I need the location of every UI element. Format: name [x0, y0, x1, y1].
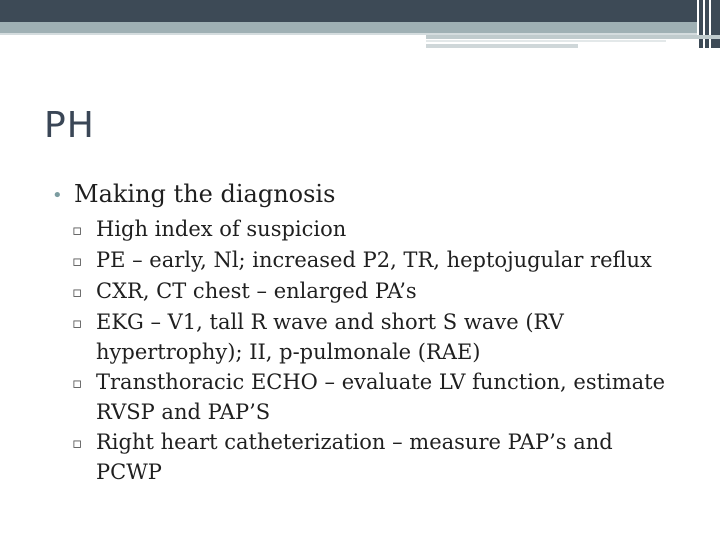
- sub-bullet-list: [72, 214, 672, 487]
- header-underline: [426, 44, 578, 48]
- sub-bullet-text: Right heart catheterization – measure PAP’s and PCWP: [96, 430, 613, 484]
- sub-bullet-icon: ▫: [72, 283, 83, 301]
- header-underline: [426, 40, 666, 42]
- header-bar-accent: [0, 22, 720, 33]
- header-stripe: [703, 0, 705, 48]
- sub-bullet-text: PE – early, Nl; increased P2, TR, heptojugular reflux: [96, 248, 652, 272]
- main-bullet-item: [52, 178, 672, 212]
- sub-bullet-icon: ▫: [72, 252, 83, 270]
- list-item: [72, 367, 672, 427]
- list-item: [72, 276, 672, 307]
- sub-bullet-text: CXR, CT chest – enlarged PA’s: [96, 279, 417, 303]
- list-item: [72, 245, 672, 276]
- header-stripe: [697, 0, 699, 48]
- sub-bullet-icon: ▫: [72, 221, 83, 239]
- sub-bullet-text: High index of suspicion: [96, 217, 347, 241]
- sub-bullet-icon: ▫: [72, 374, 83, 392]
- sub-bullet-icon: ▫: [72, 314, 83, 332]
- list-item: [72, 307, 672, 367]
- main-bullet-text: Making the diagnosis: [74, 180, 336, 208]
- sub-bullet-text: Transthoracic ECHO – evaluate LV function, estimate RVSP and PAP’S: [96, 370, 666, 424]
- slide-body: [52, 178, 672, 487]
- list-item: [72, 214, 672, 245]
- slide-title: PH: [44, 105, 95, 146]
- header-stripe: [709, 0, 711, 48]
- header-bar-dark: [0, 0, 720, 22]
- sub-bullet-icon: ▫: [72, 434, 83, 452]
- list-item: [72, 427, 672, 487]
- header-underline: [426, 35, 720, 39]
- sub-bullet-text: EKG – V1, tall R wave and short S wave (RV hypertrophy); II, p-pulmonale (RAE): [96, 310, 564, 364]
- bullet-icon: •: [52, 185, 63, 206]
